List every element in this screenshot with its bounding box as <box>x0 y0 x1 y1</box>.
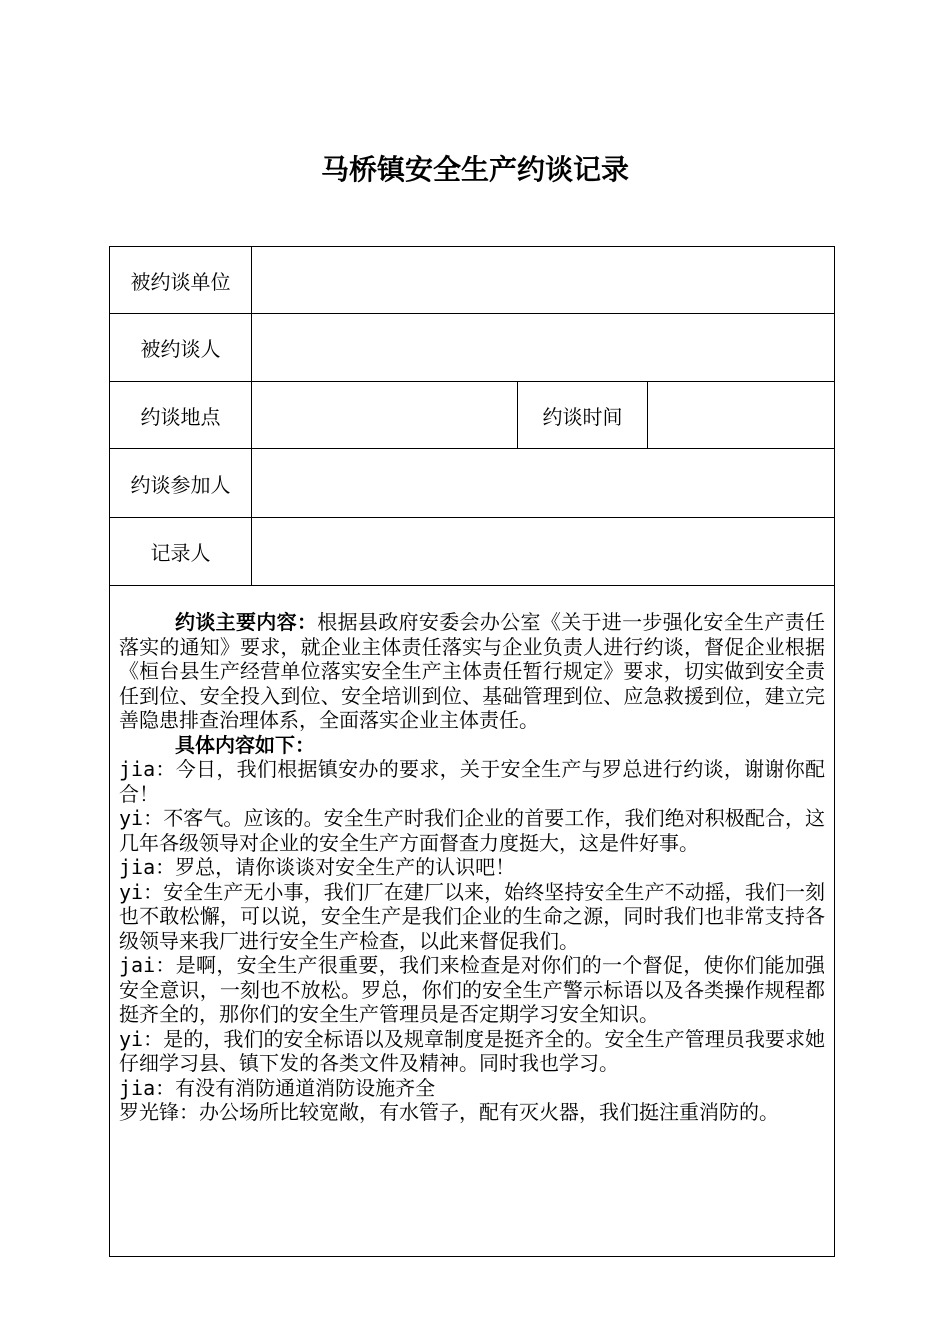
dialogue-text: 罗总，请你谈谈对安全生产的认识吧！ <box>175 855 516 879</box>
person-label: 被约谈人 <box>110 314 252 382</box>
dialogue-speaker: jia <box>119 855 156 879</box>
dialogue-line <box>119 757 825 806</box>
time-field[interactable] <box>648 382 835 449</box>
dialogue-separator: ： <box>179 1100 199 1124</box>
dialogue-separator: ： <box>143 879 164 904</box>
attendees-label: 约谈参加人 <box>110 449 252 518</box>
dialogue-text: 不客气。应该的。安全生产时我们企业的首要工作，我们绝对积极配合，这几年各级领导对企业的安全生产方面督查力度挺大，这是件好事。 <box>119 806 826 855</box>
row-attendees <box>110 449 835 518</box>
dialogue-separator: ： <box>143 1026 164 1051</box>
dialogue-list <box>119 757 825 1125</box>
main-content-heading: 约谈主要内容： <box>175 610 318 634</box>
place-label: 约谈地点 <box>110 382 252 449</box>
main-content-paragraph <box>119 610 825 733</box>
dialogue-text: 今日，我们根据镇安办的要求，关于安全生产与罗总进行约谈，谢谢你配合！ <box>119 757 826 806</box>
dialogue-speaker: jia <box>119 757 156 781</box>
dialogue-separator: ： <box>155 953 176 977</box>
dialogue-separator: ： <box>155 855 176 879</box>
row-place-time <box>110 382 835 449</box>
attendees-field[interactable] <box>252 449 835 518</box>
recorder-label: 记录人 <box>110 518 252 586</box>
row-content <box>110 586 835 1257</box>
dialogue-separator: ： <box>143 806 164 830</box>
interview-record-table <box>109 246 835 1257</box>
row-recorder <box>110 518 835 586</box>
recorder-field[interactable] <box>252 518 835 586</box>
dialogue-text: 有没有消防通道消防设施齐全 <box>175 1075 436 1100</box>
detail-heading: 具体内容如下： <box>175 732 315 757</box>
dialogue-speaker: yi <box>119 879 144 904</box>
dialogue-speaker: jia <box>119 1075 156 1100</box>
place-field[interactable] <box>252 382 518 449</box>
dialogue-line <box>119 1027 825 1076</box>
dialogue-speaker: yi <box>119 806 144 830</box>
dialogue-line <box>119 855 825 880</box>
dialogue-speaker: yi <box>119 1026 144 1051</box>
dialogue-line <box>119 806 825 855</box>
dialogue-line <box>119 1076 825 1101</box>
dialogue-text: 是的，我们的安全标语以及规章制度是挺齐全的。安全生产管理员我要求她仔细学习县、镇下发的各类文件及精神。同时我也学习。 <box>119 1026 826 1075</box>
dialogue-text: 安全生产无小事，我们厂在建厂以来，始终坚持安全生产不动摇，我们一刻也不敢松懈，可以说，安全生产是我们企业的生命之源，同时我们也非常支持各级领导来我厂进行安全生产检查，以此来督促我们。 <box>119 879 826 953</box>
dialogue-separator: ： <box>155 1075 176 1100</box>
main-content-text: 根据县政府安委会办公室《关于进一步强化安全生产责任落实的通知》要求，就企业主体责任落实与企业负责人进行约谈，督促企业根据《桓台县生产经营单位落实安全生产主体责任暂行规定》要求，切实做到安全责任到位、安全投入到位、安全培训到位、基础管理到位、应急救援到位，建立完善隐患排查治理体系，全面落实企业主体责任。 <box>119 610 826 732</box>
dialogue-text: 是啊，安全生产很重要，我们来检查是对你们的一个督促，使你们能加强安全意识，一刻也不放松。罗总，你们的安全生产警示标语以及各类操作规程都挺齐全的，那你们的安全生产管理员是否定期学习安全知识。 <box>119 953 826 1026</box>
row-unit <box>110 247 835 314</box>
page-title: 马桥镇安全生产约谈记录 <box>320 153 629 186</box>
dialogue-text: 办公场所比较宽敞，有水管子，配有灭火器，我们挺注重消防的。 <box>199 1100 779 1124</box>
unit-field[interactable] <box>252 247 835 314</box>
dialogue-separator: ： <box>155 757 176 781</box>
content-cell <box>110 586 835 1257</box>
dialogue-line <box>119 1100 825 1125</box>
dialogue-speaker: jai <box>119 953 156 977</box>
unit-label: 被约谈单位 <box>110 247 252 314</box>
row-person <box>110 314 835 382</box>
dialogue-line <box>119 953 825 1027</box>
person-field[interactable] <box>252 314 835 382</box>
time-label: 约谈时间 <box>518 382 648 449</box>
dialogue-speaker: 罗光锋 <box>119 1100 179 1124</box>
dialogue-line <box>119 880 825 954</box>
